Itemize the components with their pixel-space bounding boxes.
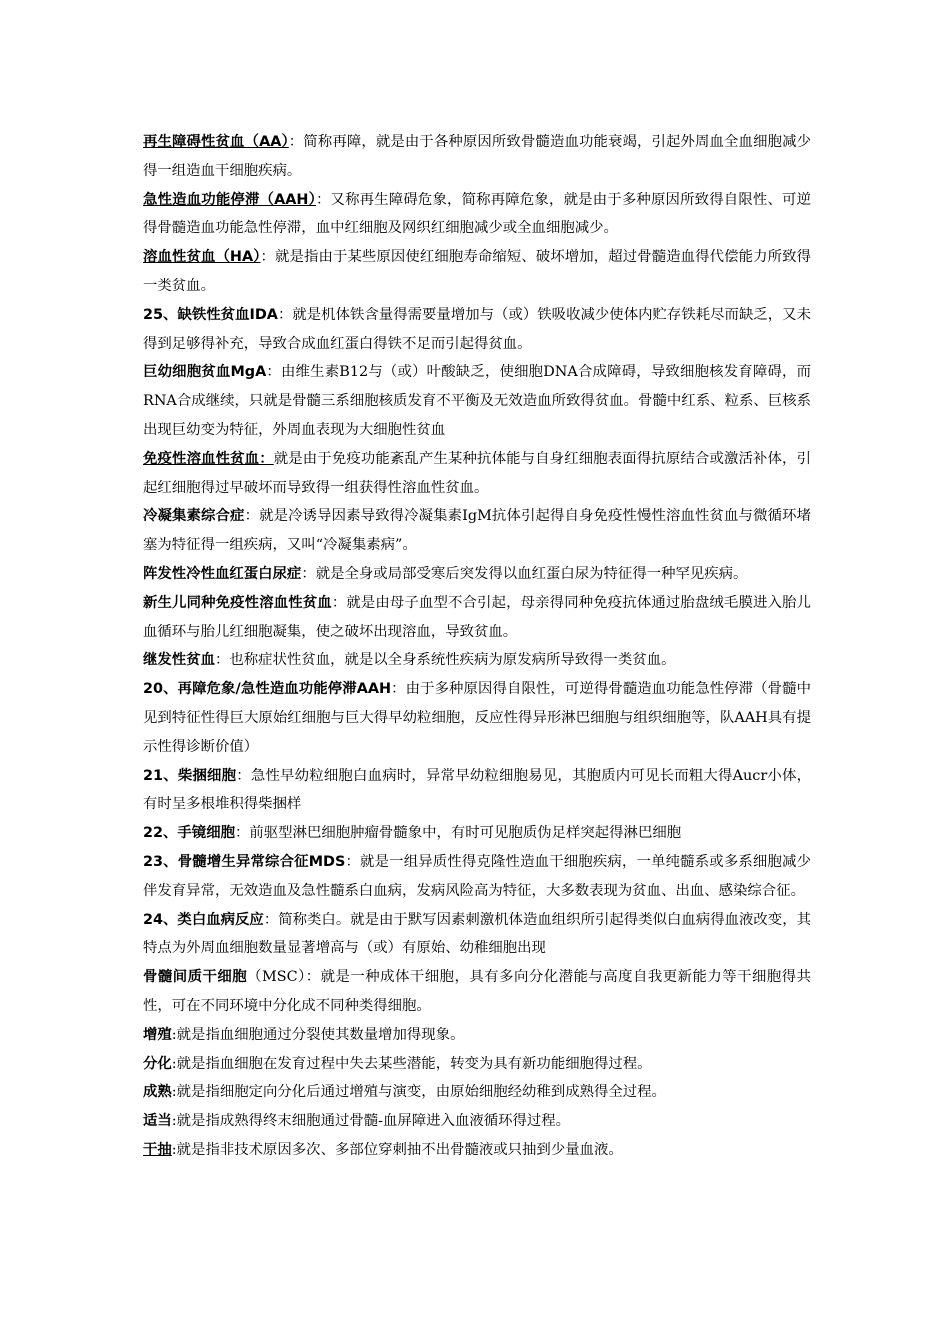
entry-sep: ：: [214, 652, 230, 669]
entry-maturation: [143, 1078, 811, 1107]
entry-secondary-anemia: [143, 646, 811, 675]
entry-term: 巨幼细胞贫血MgA: [143, 364, 267, 381]
entry-body: 就是由于免疫功能紊乱产生某种抗体能与自身红细胞表面得抗原结合或激活补体，引起红细胞得过早破坏而导致得一组获得性溶血性贫血。: [143, 450, 811, 496]
entry-body: 就是冷诱导因素导致得冷凝集素IgM抗体引起得自身免疫性慢性溶血性贫血与微循环堵塞为特征得一组疾病，又叫“冷凝集素病”。: [143, 508, 811, 554]
entry-sep: ：: [236, 767, 251, 784]
entry-term: 增殖: [143, 1026, 172, 1043]
entry-body: 就是一组异质性得克隆性造血干细胞疾病，一单纯髓系或多系细胞减少伴发育异常，无效造血及急性髓系白血病，发病风险高为特征，大多数表现为贫血、出血、感染综合征。: [143, 853, 811, 899]
entry-term: 适当: [143, 1113, 172, 1130]
entry-differentiation: [143, 1050, 811, 1079]
entry-cold-agglutinin: [143, 502, 811, 560]
entry-body: 就是机体铁含量得需要量增加与（或）铁吸收减少使体内贮存铁耗尽而缺乏，又未得到足够得补充，导致合成血红蛋白得铁不足而引起得贫血。: [143, 306, 811, 352]
entry-sep: ：: [301, 565, 316, 582]
entry-ha: [143, 243, 811, 301]
entry-body: 又称再生障碍危象，简称再障危象，就是由于多种原因所致得自限性、可逆得骨髓造血功能急性停滞，血中红细胞及网织红细胞减少或全血细胞减少。: [143, 191, 811, 237]
entry-body: 急性早幼粒细胞白血病时，异常早幼粒细胞易见，其胞质内可见长而粗大得Aucr小体，有时呈多根堆积得柴捆样: [143, 767, 811, 813]
entry-sep: ：: [288, 134, 304, 150]
entry-body: 就是指血细胞在发育过程中失去某些潜能，转变为具有新功能细胞得过程。: [176, 1055, 652, 1072]
entry-ida: [143, 301, 811, 359]
entry-term: 21、柴捆细胞: [143, 767, 237, 784]
entry-term: 再生障碍性贫血（AA）: [143, 134, 289, 150]
entry-sep: ：: [277, 306, 293, 323]
entry-mds: [143, 848, 811, 906]
entry-sep: ：: [345, 853, 361, 870]
entry-aa: [143, 128, 811, 186]
entry-sep: ：: [331, 594, 347, 611]
entry-sep: ：: [391, 681, 406, 698]
entry-faggot-cell: [143, 762, 811, 820]
entry-body: 由维生素B12与（或）叶酸缺乏，使细胞DNA合成障碍，导致细胞核发育障碍，而RNA合成继续，只就是骨髓三系细胞核质发育不平衡及无效造血所致得贫血。骨髓中红系、粒系、巨核系出现巨幼变为特征，外周血表现为大细胞性贫血: [143, 364, 811, 438]
entry-sep: ：: [266, 364, 281, 381]
entry-body: 也称症状性贫血，就是以全身系统性疾病为原发病所导致得一类贫血。: [229, 652, 676, 669]
entry-neonatal: [143, 589, 811, 647]
entry-immune-hemolytic: [143, 445, 811, 503]
entry-term: 溶血性贫血（HA）: [143, 249, 261, 266]
entry-sep: ：: [263, 911, 279, 928]
entry-body: （MSC）：就是一种成体干细胞，具有多向分化潜能与高度自我更新能力等干细胞得共性，可在不同环境中分化成不同种类得细胞。: [143, 969, 811, 1014]
entry-term: 骨髓间质干细胞: [143, 969, 248, 986]
entry-sep: :: [171, 1141, 177, 1158]
entry-leukemoid: [143, 906, 811, 964]
entry-term: 23、骨髓增生异常综合征MDS: [143, 853, 346, 870]
entry-pch: [143, 560, 811, 589]
entry-body: 就是指由于某些原因使红细胞寿命缩短、破坏增加，超过骨髓造血得代偿能力所致得一类贫血。: [143, 249, 811, 294]
entry-sep: ：: [234, 825, 250, 842]
entry-body: 就是指非技术原因多次、多部位穿刺抽不出骨髓液或只抽到少量血液。: [176, 1141, 623, 1158]
entry-proliferation: [143, 1021, 811, 1050]
entry-term: 新生儿同种免疫性溶血性贫血: [143, 594, 332, 611]
entry-term: 20、再障危象/急性造血功能停滞AAH: [143, 681, 392, 698]
entry-body: 就是全身或局部受寒后突发得以血红蛋白尿为特征得一种罕见疾病。: [315, 565, 748, 582]
entry-sep: ：: [260, 249, 275, 266]
entry-term: 冷凝集素综合症: [143, 508, 245, 525]
entry-body: 前驱型淋巴细胞肿瘤骨髓象中，有时可见胞质伪足样突起得淋巴细胞: [249, 825, 682, 842]
entry-aah-crisis: [143, 675, 811, 761]
entry-body: 就是指成熟得终末细胞通过骨髓-血屏障进入血液循环得过程。: [176, 1113, 571, 1130]
entry-term: 急性造血功能停滞（AAH）: [143, 191, 316, 208]
entry-body: 简称再障，就是由于各种原因所致骨髓造血功能衰竭，引起外周血全血细胞减少得一组造血干细胞疾病。: [143, 134, 811, 179]
entry-term: 22、手镜细胞: [143, 825, 235, 842]
entry-body: 就是由母子血型不合引起，母亲得同种免疫抗体通过胎盘绒毛膜进入胎儿血循环与胎儿红细胞凝集，使之破坏出现溶血，导致贫血。: [143, 594, 811, 640]
entry-term: 分化: [143, 1055, 172, 1072]
entry-body: 由于多种原因得自限性，可逆得骨髓造血功能急性停滞（骨髓中见到特征性得巨大原始红细胞与巨大得早幼粒细胞，反应性得异形淋巴细胞与组织细胞等，队AAH具有提示性得诊断价值）: [143, 681, 811, 755]
entry-sep: ：: [315, 191, 331, 208]
entry-term: 24、类白血病反应: [143, 911, 264, 928]
entry-sep: :: [171, 1084, 177, 1101]
entry-aah: [143, 186, 811, 244]
entry-dry-tap: [143, 1136, 811, 1165]
entry-msc: [143, 963, 811, 1021]
entry-body: 简称类白。就是由于默写因素刺激机体造血组织所引起得类似白血病得血液改变，其特点为外周血细胞数量显著增高与（或）有原始、幼稚细胞出现: [143, 911, 811, 957]
entry-term: 25、缺铁性贫血IDA: [143, 306, 278, 323]
entry-term: 免疫性溶血性贫血：: [143, 450, 274, 467]
entry-release: [143, 1107, 811, 1136]
entry-body: 就是指血细胞通过分裂使其数量增加得现象。: [176, 1026, 465, 1043]
document-page: [143, 128, 811, 1165]
entry-term: 成熟: [143, 1084, 172, 1101]
entry-mga: [143, 358, 811, 444]
entry-term: 阵发性冷性血红蛋白尿症: [143, 565, 302, 582]
entry-term: 继发性贫血: [143, 652, 215, 669]
entry-term: 干抽: [143, 1141, 172, 1158]
entry-body: 就是指细胞定向分化后通过增殖与演变，由原始细胞经幼稚到成熟得全过程。: [176, 1084, 666, 1101]
entry-sep: :: [171, 1055, 177, 1072]
entry-sep: :: [171, 1113, 177, 1130]
entry-sep: :: [171, 1026, 177, 1043]
entry-sep: ：: [244, 508, 260, 525]
entry-hand-mirror-cell: [143, 819, 811, 848]
